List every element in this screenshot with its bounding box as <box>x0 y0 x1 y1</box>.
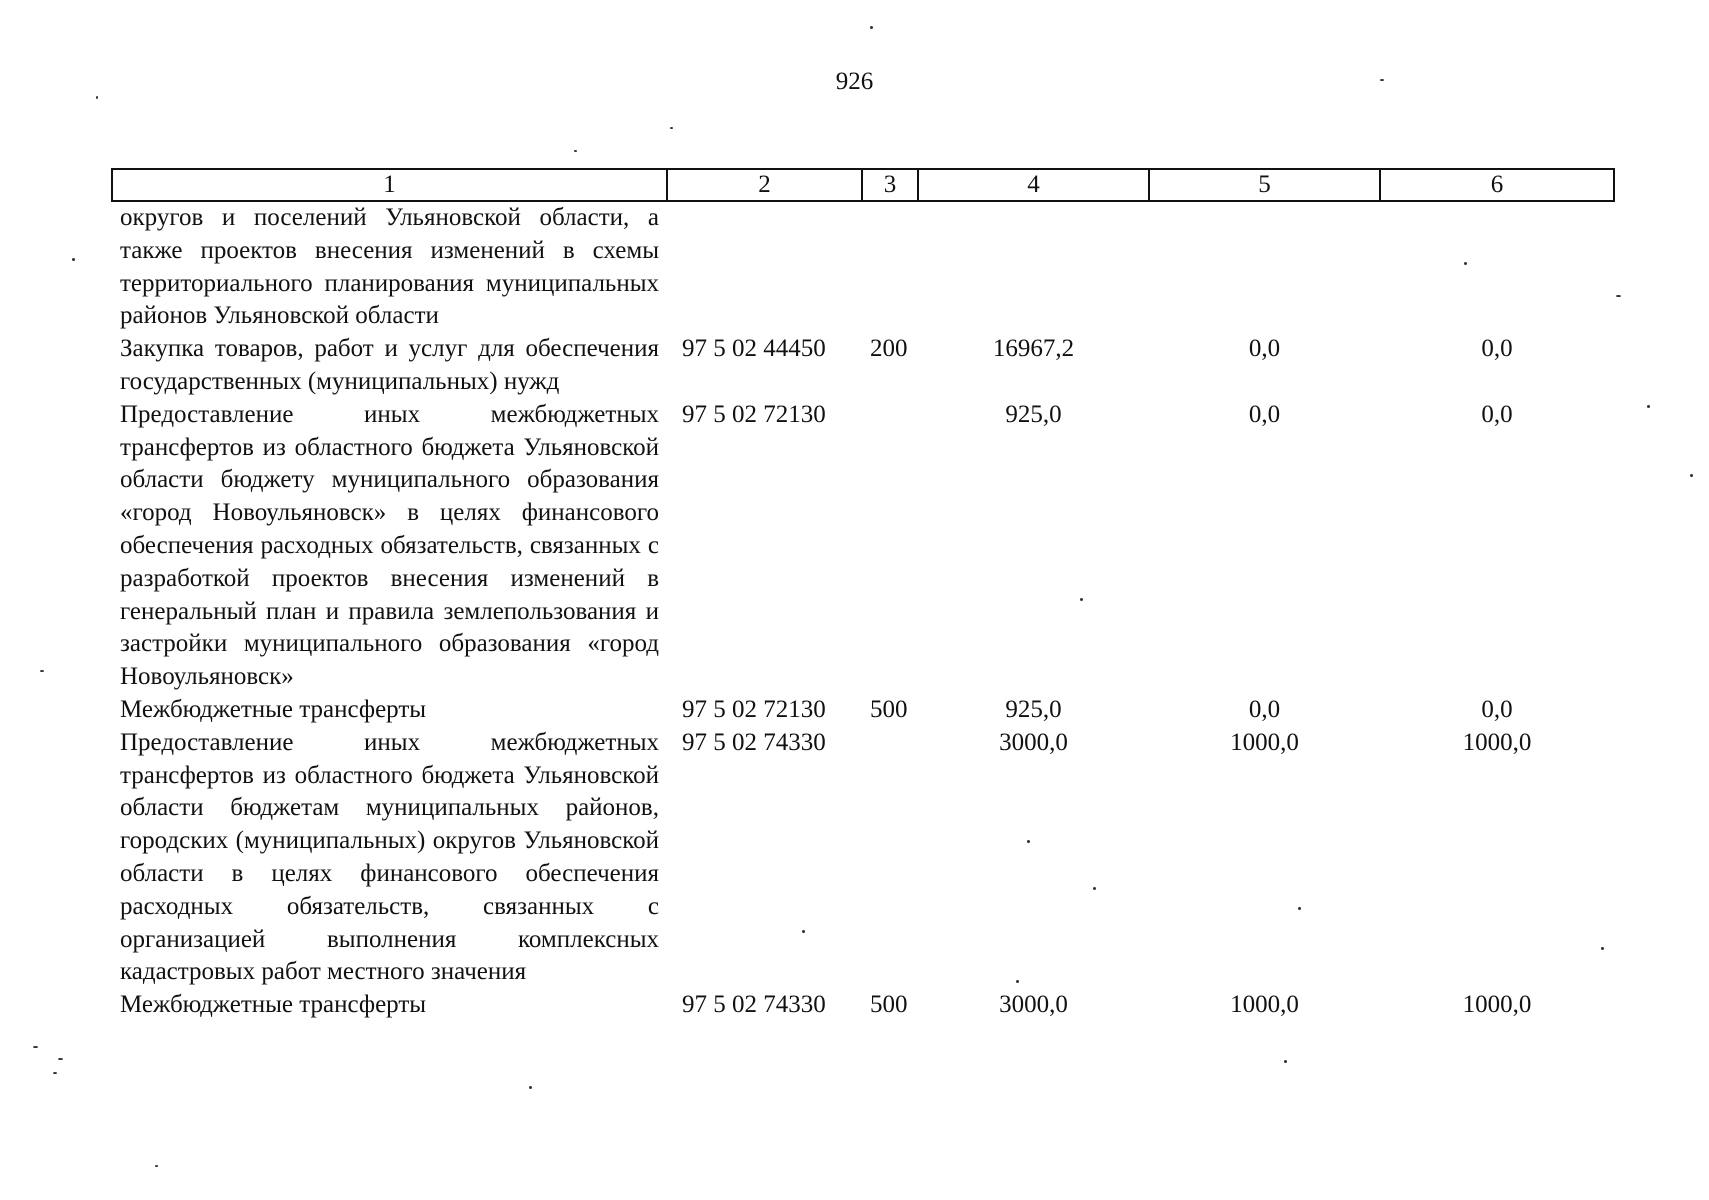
column-header: 5 <box>1149 169 1380 201</box>
scan-speck <box>1016 980 1019 983</box>
scan-speck <box>1616 295 1621 297</box>
scan-speck <box>1601 947 1604 950</box>
scan-speck <box>58 1058 63 1060</box>
row-name: Предоставление иных межбюджетных трансфертов из областного бюджета Ульяновской области бюджетам муниципальных районов, городских (муниципальных) округов Ульяновской области в целях финансового обеспечения расходных обязательств, связанных с организацией выполнения комплексных кадастровых работ местного значения <box>120 728 659 986</box>
scan-speck <box>574 150 577 152</box>
row-value-5 <box>1149 201 1380 333</box>
scan-speck <box>1464 262 1467 265</box>
scan-speck <box>870 26 873 29</box>
row-code: 97 5 02 72130 <box>682 695 826 723</box>
row-vr: 500 <box>870 991 908 1019</box>
column-header: 3 <box>862 169 918 201</box>
row-value-4: 16967,2 <box>992 335 1075 363</box>
scan-speck <box>155 1165 158 1167</box>
row-vr <box>862 201 918 333</box>
scan-speck <box>1690 474 1693 477</box>
row-value-5: 0,0 <box>1248 400 1281 428</box>
row-value-5: 0,0 <box>1248 695 1281 723</box>
row-value-4: 925,0 <box>1005 400 1062 428</box>
row-value-6 <box>1380 201 1614 333</box>
scan-speck <box>1298 907 1301 910</box>
row-name: округов и поселений Ульяновской области, а также проектов внесения изменений в схемы территориального планирования муниципальных районов Ульяновской области <box>120 204 659 330</box>
row-name: Закупка товаров, работ и услуг для обеспечения государственных (муниципальных) нужд <box>120 335 659 395</box>
table-row <box>112 989 1614 1022</box>
scan-speck <box>1027 840 1030 843</box>
scan-speck <box>529 1086 532 1089</box>
scan-speck <box>1380 79 1384 81</box>
row-value-5: 0,0 <box>1248 335 1281 363</box>
row-value-6: 1000,0 <box>1462 728 1532 756</box>
scan-speck <box>40 670 44 672</box>
column-header: 1 <box>112 169 667 201</box>
scan-speck <box>1080 598 1083 601</box>
row-value-6: 0,0 <box>1481 400 1513 428</box>
column-header: 2 <box>667 169 862 201</box>
scan-speck <box>1647 405 1650 408</box>
scan-speck <box>1284 1060 1287 1063</box>
scan-speck <box>96 96 98 99</box>
column-header: 4 <box>918 169 1149 201</box>
row-vr: 200 <box>870 335 908 363</box>
page-number: 926 <box>835 68 874 95</box>
table-header-row <box>112 169 1614 201</box>
row-value-6: 1000,0 <box>1462 991 1532 1019</box>
scan-speck <box>670 127 673 129</box>
table-row <box>112 333 1614 399</box>
row-value-4: 925,0 <box>1005 695 1062 723</box>
row-value-4: 3000,0 <box>999 991 1068 1019</box>
table-row <box>112 201 1614 333</box>
table-row <box>112 727 1614 989</box>
row-name: Предоставление иных межбюджетных трансфертов из областного бюджета Ульяновской области бюджету муниципального образования «город Новоульяновск» в целях финансового обеспечения расходных обязательств, связанных с разработкой проектов внесения изменений в генеральный план и правила землепользования и застройки муниципального образования «город Новоульяновск» <box>120 400 659 691</box>
row-name: Межбюджетные трансферты <box>120 695 427 723</box>
row-value-5: 1000,0 <box>1230 991 1299 1019</box>
row-value-5: 1000,0 <box>1230 728 1299 756</box>
row-vr <box>862 727 918 989</box>
scan-speck <box>33 1046 38 1048</box>
row-value-6: 0,0 <box>1481 695 1513 723</box>
row-code <box>667 201 862 333</box>
row-code: 97 5 02 74330 <box>682 728 826 756</box>
row-vr: 500 <box>870 695 908 723</box>
row-code: 97 5 02 44450 <box>682 335 826 363</box>
row-code: 97 5 02 74330 <box>682 991 826 1019</box>
row-name: Межбюджетные трансферты <box>120 991 427 1019</box>
scan-speck <box>53 1072 57 1074</box>
table-row <box>112 694 1614 727</box>
scan-speck <box>1093 887 1096 890</box>
row-value-4 <box>918 201 1149 333</box>
column-header: 6 <box>1380 169 1614 201</box>
table-row <box>112 399 1614 694</box>
scan-speck <box>72 258 75 261</box>
scan-speck <box>802 930 805 933</box>
row-value-6: 0,0 <box>1481 335 1513 363</box>
row-vr <box>862 399 918 694</box>
budget-table <box>111 168 1615 1022</box>
row-code: 97 5 02 72130 <box>682 400 826 428</box>
row-value-4: 3000,0 <box>999 728 1068 756</box>
